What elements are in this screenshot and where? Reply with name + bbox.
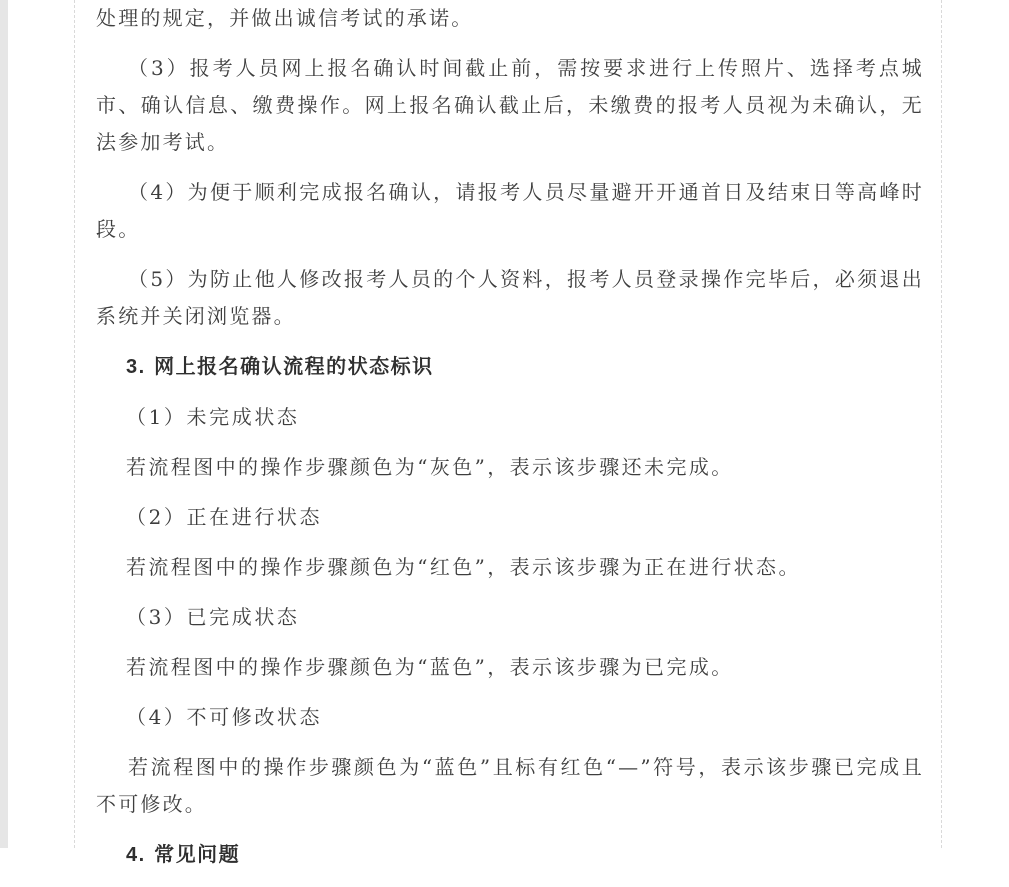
section-4-title: 常见问题 (154, 842, 241, 866)
status-desc-incomplete: 若流程图中的操作步骤颜色为“灰色”，表示该步骤还未完成。 (126, 455, 734, 479)
section-3-heading (96, 348, 924, 386)
section-3-title: 网上报名确认流程的状态标识 (154, 354, 434, 378)
paragraph-item-5: （5）为防止他人修改报考人员的个人资料，报考人员登录操作完毕后，必须退出系统并关闭浏览器。 (96, 267, 924, 328)
article-body (96, 0, 924, 887)
paragraph-continued: 处理的规定，并做出诚信考试的承诺。 (96, 6, 474, 30)
paragraph-item-3: （3）报考人员网上报名确认时间截止前，需按要求进行上传照片、选择考点城市、确认信息、缴费操作。网上报名确认截止后，未缴费的报考人员视为未确认，无法参加考试。 (96, 56, 924, 154)
page-left-strip (0, 0, 8, 848)
section-4-heading (96, 836, 924, 874)
status-label-locked: （4）不可修改状态 (126, 705, 323, 729)
status-desc-completed: 若流程图中的操作步骤颜色为“蓝色”，表示该步骤为已完成。 (126, 655, 734, 679)
status-label-in-progress: （2）正在进行状态 (126, 505, 323, 529)
section-3-number: 3. (126, 356, 146, 378)
section-4-number: 4. (126, 844, 146, 866)
status-label-completed: （3）已完成状态 (126, 605, 300, 629)
status-desc-in-progress: 若流程图中的操作步骤颜色为“红色”，表示该步骤为正在进行状态。 (126, 555, 801, 579)
status-label-incomplete: （1）未完成状态 (126, 405, 300, 429)
paragraph-item-4: （4）为便于顺利完成报名确认，请报考人员尽量避开开通首日及结束日等高峰时段。 (96, 180, 924, 241)
status-desc-locked: 若流程图中的操作步骤颜色为“蓝色”且标有红色“—”符号，表示该步骤已完成且不可修改。 (96, 755, 924, 816)
